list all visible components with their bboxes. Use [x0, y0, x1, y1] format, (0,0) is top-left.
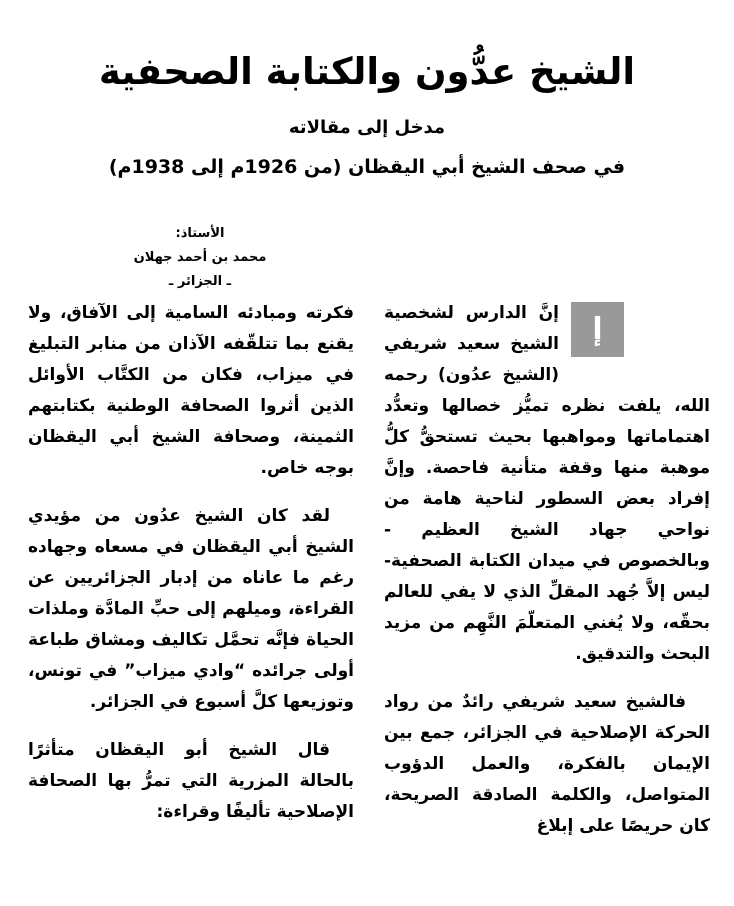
article-subtitle-date-range: في صحف الشيخ أبي اليقظان (من 1926م إلى 1938م) [108, 156, 626, 178]
author-location: ـ الجزائر ـ [168, 274, 232, 289]
author-label: الأستاذ: [175, 226, 225, 241]
author-block [80, 222, 320, 294]
column-left [28, 298, 354, 828]
author-name: محمد بن أحمد جهلان [133, 250, 267, 265]
paragraph-text: إنَّ الدارس لشخصية الشيخ سعيد شريفي (الشيخ عدُون) رحمه الله، يلفت نظره تميُّز خصالها وتعدُّد اهتماماتها ومواهبها بحيث تستحقُّ كلُّ موهبة منها وقفة متأنية فاحصة. وإنَّ إفراد بعض السطور لناحية هامة من نواحي جهاد الشيخ العظيم - وبالخصوص في ميدان الكتابة الصحفية- ليس إلاَّ جُهد المقلِّ الذي لا يفي للعالم بحقّه، ولا يُغني المتعلّمَ النَّهِم من مزيد البحث والتدقيق. [384, 303, 710, 664]
title-block [0, 0, 734, 178]
dropcap-letter: إ [592, 312, 603, 347]
paragraph [384, 298, 710, 670]
column-right [384, 298, 710, 842]
paragraph: لقد كان الشيخ عدُون من مؤيدي الشيخ أبي اليقظان في مسعاه وجهاده رغم ما عاناه من إدبار الجزائريين عن القراءة، وميلهم إلى حبِّ المادَّة وملذات الحياة فإنَّه تحمَّل تكاليف ومشاق طباعة أولى جرائده “وادي ميزاب” في تونس، وتوزيعها كلَّ أسبوع في الجزائر. [28, 506, 354, 712]
article-subtitle: مدخل إلى مقالاته [288, 117, 446, 138]
dropcap-box [571, 302, 624, 357]
article-title: الشيخ عدُّون والكتابة الصحفية [98, 50, 636, 93]
paragraph: قال الشيخ أبو اليقظان متأثرًا بالحالة المزرية التي تمرُّ بها الصحافة الإصلاحية تأليفًا وقراءة: [28, 740, 354, 822]
paragraph: فكرته ومبادئه السامية إلى الآفاق، ولا يقنع بما تتلقّفه الآذان من منابر التبليغ في ميزاب، فكان من الكتَّاب الأوائل الذين أثروا الصحافة الوطنية بكتابتهم الثمينة، وصحافة الشيخ أبي اليقظان بوجه خاص. [28, 303, 354, 478]
paragraph: فالشيخ سعيد شريفي رائدٌ من رواد الحركة الإصلاحية في الجزائر، جمع بين الإيمان بالفكرة، والعمل الدؤوب المتواصل، والكلمة الصادقة الصريحة، كان حريصًا على إبلاغ [384, 692, 710, 836]
